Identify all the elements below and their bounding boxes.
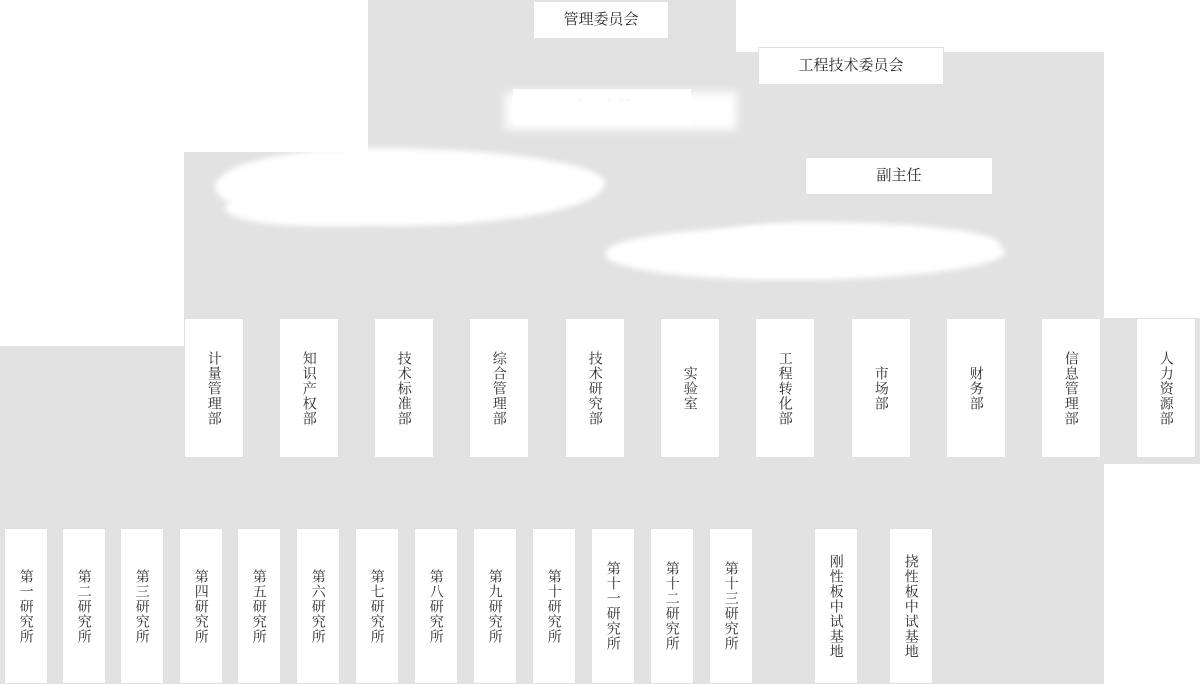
node-label: 副主任 <box>876 166 922 184</box>
node-label: 挠性板中试基地 <box>903 553 920 659</box>
node-institute-10[interactable] <box>532 528 576 684</box>
node-engineering-tech-committee[interactable] <box>758 47 944 85</box>
node-institute-12[interactable] <box>650 528 694 684</box>
node-label: 技术标准部 <box>396 350 413 426</box>
node-label: 第七研究所 <box>369 568 386 644</box>
node-management-committee[interactable] <box>533 1 669 39</box>
node-label: 工程技术委员会 <box>798 56 904 74</box>
node-label: 财务部 <box>968 365 985 411</box>
node-label: 信息管理部 <box>1063 350 1080 426</box>
node-institute-3[interactable] <box>120 528 164 684</box>
node-deputy-director[interactable] <box>805 157 993 195</box>
node-label: 第六研究所 <box>310 568 327 644</box>
node-label: 第十三研究所 <box>723 561 740 651</box>
node-institute-4[interactable] <box>179 528 223 684</box>
node-label: 第二研究所 <box>76 568 93 644</box>
node-technical-research[interactable] <box>565 318 625 458</box>
node-flexible-board-pilot-base[interactable] <box>889 528 933 684</box>
node-laboratory[interactable] <box>660 318 720 458</box>
node-rigid-board-pilot-base[interactable] <box>814 528 858 684</box>
node-institute-11[interactable] <box>591 528 635 684</box>
node-institute-13[interactable] <box>709 528 753 684</box>
node-label: 知识产权部 <box>301 350 318 426</box>
node-engineering-transformation[interactable] <box>755 318 815 458</box>
node-label: 市场部 <box>873 365 890 411</box>
node-label: 刚性板中试基地 <box>828 553 845 659</box>
node-technical-standards[interactable] <box>374 318 434 458</box>
node-label: 技术研究部 <box>587 350 604 426</box>
node-finance[interactable] <box>946 318 1006 458</box>
node-label: 第十一研究所 <box>605 561 622 651</box>
node-institute-9[interactable] <box>473 528 517 684</box>
node-metrology-management[interactable] <box>184 318 244 458</box>
node-general-management[interactable] <box>469 318 529 458</box>
node-marketing[interactable] <box>851 318 911 458</box>
node-label: 第十二研究所 <box>664 561 681 651</box>
node-human-resources[interactable] <box>1136 318 1196 458</box>
node-institute-6[interactable] <box>296 528 340 684</box>
node-label: 人力资源部 <box>1158 350 1175 426</box>
node-institute-5[interactable] <box>237 528 281 684</box>
node-label: 第一研究所 <box>18 568 35 644</box>
erased-region-center-director <box>505 92 737 130</box>
node-institute-8[interactable] <box>414 528 458 684</box>
node-label: 第八研究所 <box>428 568 445 644</box>
node-label: 第三研究所 <box>134 568 151 644</box>
node-label: 实验室 <box>682 365 699 411</box>
node-institute-7[interactable] <box>355 528 399 684</box>
node-label: 第五研究所 <box>251 568 268 644</box>
node-label: 第十研究所 <box>546 568 563 644</box>
node-label: 工程转化部 <box>777 350 794 426</box>
node-label: 第四研究所 <box>193 568 210 644</box>
node-information-management[interactable] <box>1041 318 1101 458</box>
node-label: 管理委员会 <box>563 10 639 28</box>
node-intellectual-property[interactable] <box>279 318 339 458</box>
node-institute-2[interactable] <box>62 528 106 684</box>
node-institute-1[interactable] <box>4 528 48 684</box>
node-label: 第九研究所 <box>487 568 504 644</box>
node-label: 综合管理部 <box>491 350 508 426</box>
node-label: 计量管理部 <box>206 350 223 426</box>
